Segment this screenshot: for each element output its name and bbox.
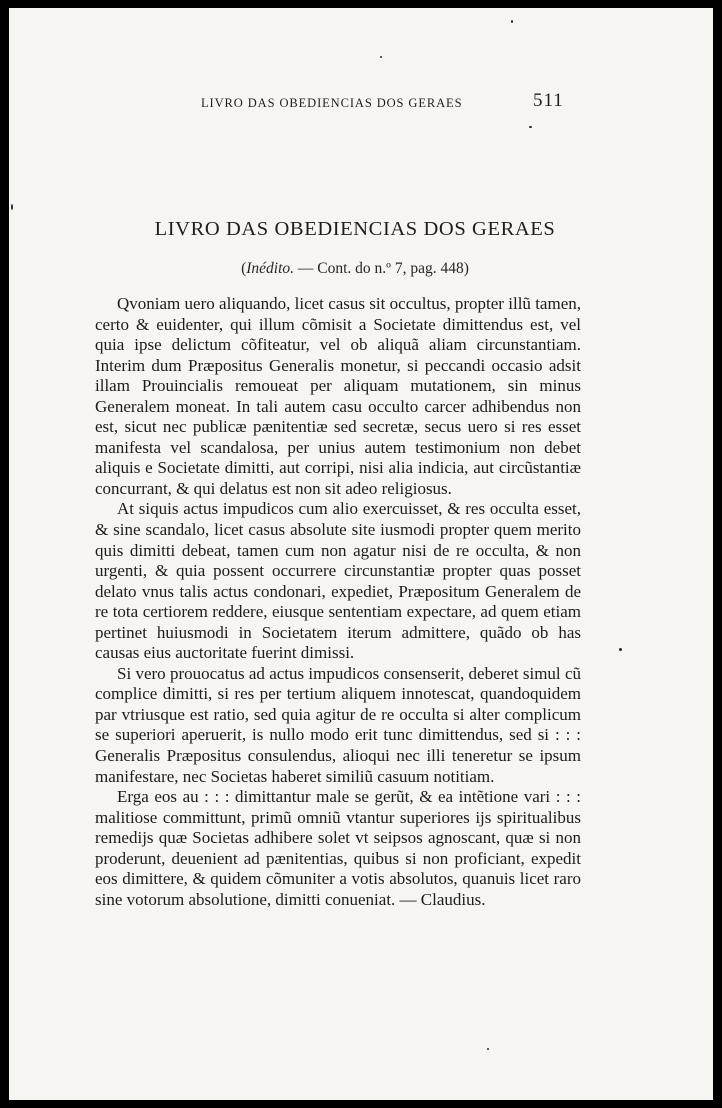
running-head [9,92,713,116]
scan-speck [11,204,13,210]
scan-speck [487,1048,489,1050]
article-title: LIVRO DAS OBEDIENCIAS DOS GERAES [154,218,556,240]
source-reference: — Cont. do n.º 7, pag. 448 [294,260,464,277]
scanned-page [9,8,713,1100]
running-head-title: LIVRO DAS OBEDIENCIAS DOS GERAES [201,96,463,110]
source-close-paren: ) [463,260,469,277]
paragraph-3: Si vero prouocatus ad actus impudicos consenserit, deberet simul cũ complice dimitti, si res per tertium aliquem innotescat, quandoquidem par vtriusque est ratio, sed quia agitur de re occulta si alter complicum se superiori aperuerit, is nullo modo erit tunc dimittendus, sed si : : : Generalis Præpositus consulendus, alioqui nec illi teneretur se ipsum manifestare, nec Societas haberet similiũ casuum notitiam. [95,663,581,786]
paragraph-4: Erga eos au : : : dimittantur male se gerũt, & ea intẽtione vari : : : malitiose committunt, primũ omniũ vtantur superiores ijs spiritualibus remedijs quæ Societas adhibere solet vt seipsos agnoscant, quæ si non proderunt, deuenient ad pænitentias, quibus si non proficiant, expedit eos dimittere, & quidem cõmuniter a votis absolutos, quanuis licet raro sine votorum absolutione, dimitti conueniat. — Claudius. [95,787,581,909]
page-number: 511 [533,90,564,111]
source-open-paren: ( [241,260,247,277]
source-note [105,260,605,278]
scan-speck [380,56,382,58]
scan-speck [511,20,513,23]
scan-speck [529,126,532,128]
scan-speck [619,648,622,651]
paragraph-1: Qvoniam uero aliquando, licet casus sit occultus, propter illũ tamen, certo & euidenter, qui illum cõmisit a Societate dimittendus est, vel quia ipse delictum cõfiteatur, vel ob aliquã aliam circunstantiam. Interim dum Præpositus Generalis monetur, si peccandi occasio adsit illam Prouincialis remoueat per aliquam mutationem, sin minus Generalem moneat. In tali autem casu occulto carcer adhibendus non est, sicut nec publicæ pænitentiæ sed secretæ, secus uero si res esset manifesta vel scandalosa, per unius autem testimonium non debet aliquis e Societate dimitti, aut corripi, nisi alia indicia, aut circũstantiæ concurrant, & qui delatus est non sit adeo religiosus. [95,294,581,498]
source-label: Inédito. [246,260,295,277]
paragraph-2: At siquis actus impudicos cum alio exercuisset, & res occulta esset, & sine scandalo, licet casus absolute site iusmodi propter quem merito quis dimitti debeat, tamen cum non agatur nisi de re occulta, & non urgenti, & quia possent occurrere circunstantiæ propter quas posset delato vnus talis actus condonari, expediet, Præpositum Generalem de re tota certiorem reddere, eiusque sententiam expectare, ad quem etiam pertinet huiusmodi in Societatem iterum admittere, quãdo ob has causas eius auctoritate fuerint dimissi. [95,499,581,663]
body-text [95,294,581,910]
